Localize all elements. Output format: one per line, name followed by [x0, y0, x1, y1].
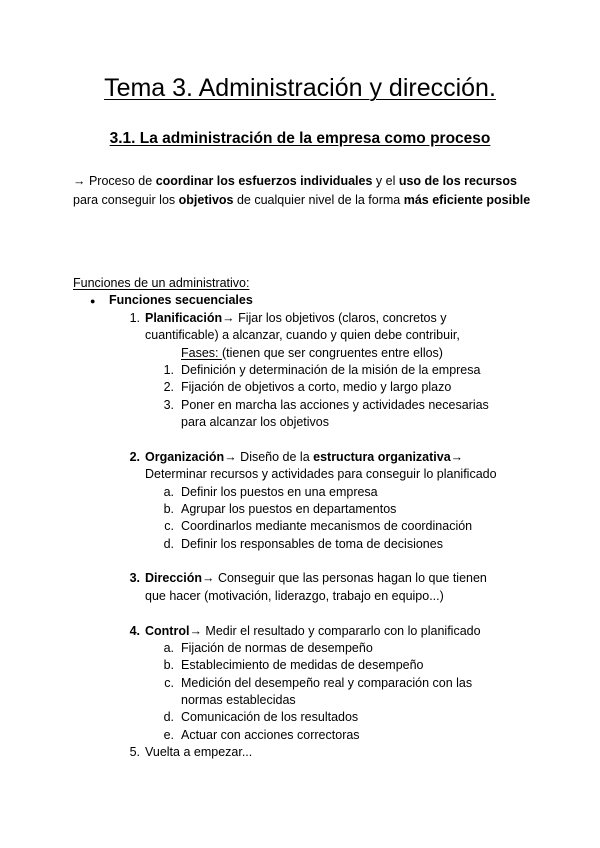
organizacion-name: Organización	[145, 450, 225, 464]
intro-text-3: para conseguir los	[73, 192, 179, 207]
fases-line	[181, 345, 443, 362]
organizacion-item: Coordinarlos mediante mecanismos de coordinación	[181, 519, 473, 533]
fases-label: Fases:	[181, 346, 222, 360]
arrow-icon: →	[224, 450, 237, 464]
control-item-letter: c.	[164, 676, 174, 690]
bullet-icon: ●	[90, 296, 96, 306]
intro-bold-3: objetivos	[178, 192, 234, 207]
organizacion-desc-bold: estructura organizativa	[313, 450, 451, 464]
organizacion-item-letter: b.	[163, 502, 174, 516]
fase-number: 2.	[163, 380, 174, 394]
fases-note: (tienen que ser congruentes entre ellos)	[222, 346, 443, 360]
vuelta-text: Vuelta a empezar...	[145, 745, 253, 759]
organizacion-line-1	[145, 449, 463, 466]
intro-text-2: y el	[372, 174, 399, 188]
control-item-letter: b.	[163, 658, 174, 672]
control-item: Comunicación de los resultados	[181, 710, 359, 724]
arrow-icon: →	[222, 311, 235, 325]
organizacion-item-letter: c.	[164, 519, 174, 533]
direccion-desc-1: Conseguir que las personas hagan lo que tienen	[214, 571, 487, 585]
direccion-line-1	[145, 570, 487, 587]
arrow-icon: →	[201, 571, 215, 585]
control-number: 4.	[129, 624, 140, 638]
fase-item: Definición y determinación de la misión de la empresa	[181, 363, 481, 377]
organizacion-number: 2.	[129, 450, 140, 464]
control-item: Actuar con acciones correctoras	[181, 728, 360, 742]
planificacion-number: 1.	[129, 311, 140, 325]
arrow-icon: →	[189, 624, 202, 638]
direccion-name: Dirección	[145, 571, 202, 585]
intro-text-1: Proceso de	[85, 174, 156, 188]
arrow-icon: →	[73, 174, 86, 188]
control-item-cont: normas establecidas	[181, 693, 296, 707]
fase-item-cont: para alcanzar los objetivos	[181, 415, 329, 429]
intro-bold-2: uso de los recursos	[398, 174, 517, 188]
organizacion-item-letter: d.	[163, 537, 174, 551]
fase-number: 1.	[163, 363, 174, 377]
direccion-number: 3.	[129, 571, 140, 585]
page-title: Tema 3. Administración y dirección.	[104, 74, 496, 102]
control-item: Establecimiento de medidas de desempeño	[181, 658, 424, 672]
control-desc-1: Medir el resultado y compararlo con lo planificado	[201, 624, 481, 638]
vuelta-number: 5.	[129, 745, 140, 759]
control-name: Control	[145, 624, 190, 638]
planificacion-desc-1: Fijar los objetivos (claros, concretos y	[234, 311, 447, 325]
fase-item: Fijación de objetivos a corto, medio y largo plazo	[181, 380, 452, 394]
intro-bold-1: coordinar los esfuerzos individuales	[155, 174, 373, 188]
control-item-letter: a.	[163, 641, 174, 655]
organizacion-item: Agrupar los puestos en departamentos	[181, 502, 397, 516]
control-item: Fijación de normas de desempeño	[181, 641, 373, 655]
control-line-1	[145, 623, 481, 640]
fase-item: Poner en marcha las acciones y actividades necesarias	[181, 398, 489, 412]
planificacion-line-2: cuantificable) a alcanzar, cuando y quien debe contribuir,	[145, 328, 460, 342]
planificacion-name: Planificación	[145, 311, 223, 325]
intro-bold-4: más eficiente posible	[403, 192, 531, 207]
intro-text-4: de cualquier nivel de la forma	[233, 192, 404, 207]
organizacion-desc-pre: Diseño de la	[236, 450, 314, 464]
organizacion-item-letter: a.	[163, 485, 174, 499]
planificacion-line-1	[145, 310, 447, 327]
secuenciales-label: Funciones secuenciales	[109, 293, 253, 307]
funciones-heading: Funciones de un administrativo:	[73, 276, 250, 290]
section-subtitle: 3.1. La administración de la empresa como proceso	[109, 130, 491, 147]
control-item-letter: e.	[163, 728, 174, 742]
intro-paragraph	[73, 172, 533, 209]
organizacion-item: Definir los puestos en una empresa	[181, 485, 378, 499]
control-item-letter: d.	[163, 710, 174, 724]
control-item: Medición del desempeño real y comparación con las	[181, 676, 473, 690]
organizacion-item: Definir los responsables de toma de decisiones	[181, 537, 443, 551]
fase-number: 3.	[163, 398, 174, 412]
organizacion-line-2: Determinar recursos y actividades para conseguir lo planificado	[145, 467, 497, 481]
arrow-icon: →	[450, 450, 464, 464]
direccion-line-2: que hacer (motivación, liderazgo, trabajo en equipo...)	[145, 589, 444, 603]
